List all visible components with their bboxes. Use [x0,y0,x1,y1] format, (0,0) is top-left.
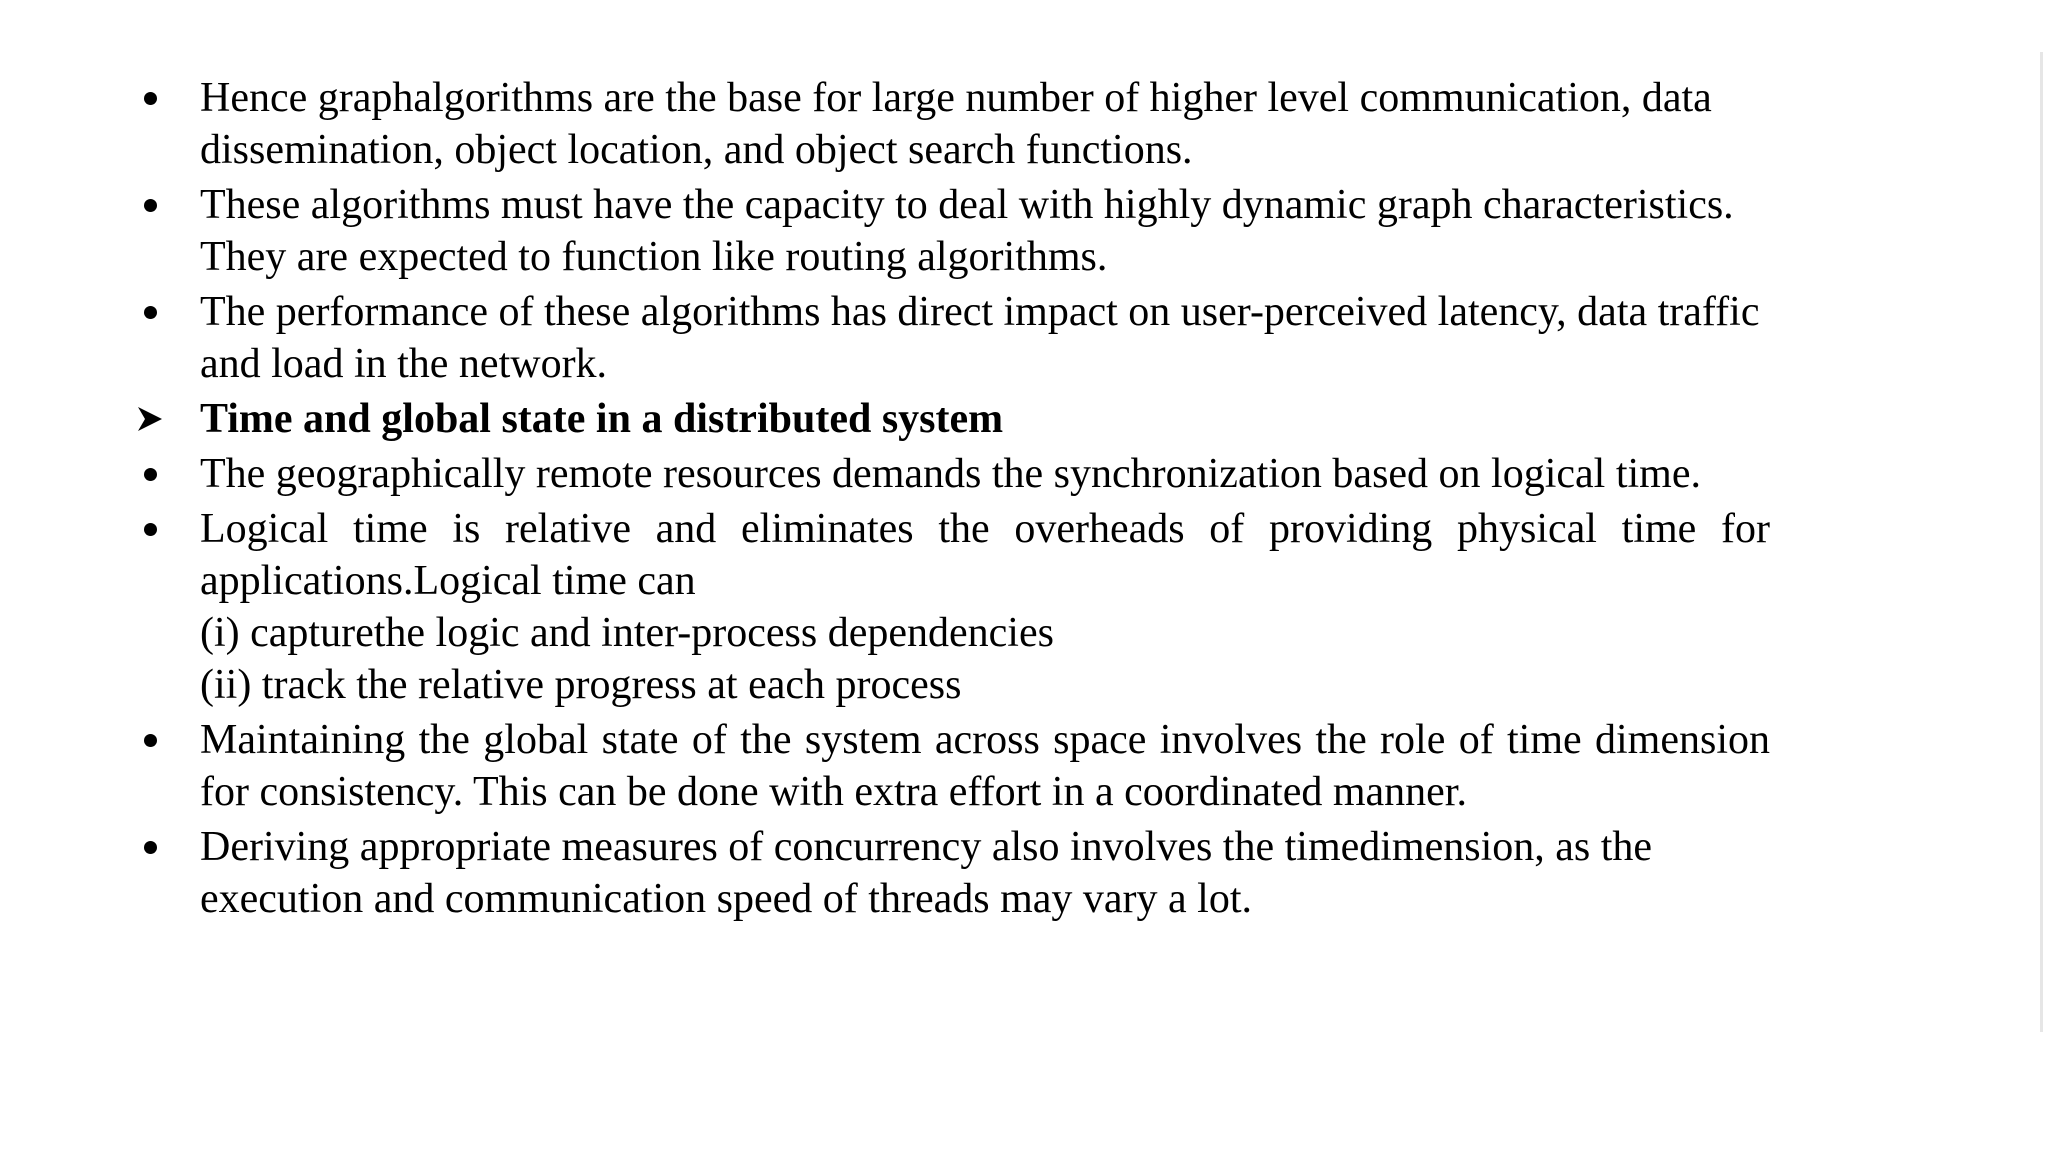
list-item-text: Hence graphalgorithms are the base for large number of higher level communication, data dissemination, object location, and object search functions. [200,75,1712,173]
list-item [130,179,1770,283]
list-item-subline: (i) capturethe logic and inter-process dependencies [200,610,1054,656]
bullet-icon [130,286,170,338]
bullet-icon [130,714,170,766]
bullet-list [130,72,1770,925]
list-item [130,821,1770,925]
list-item-text: The performance of these algorithms has direct impact on user-perceived latency, data traffic and load in the network. [200,289,1760,387]
bullet-icon [130,72,170,124]
bullet-icon [130,821,170,873]
list-item-text: Logical time is relative and eliminates the overheads of providing physical time for applications.Logical time can [200,506,1770,604]
list-item [130,286,1770,390]
list-item-subline: (ii) track the relative progress at each process [200,662,962,708]
section-heading-text: Time and global state in a distributed system [200,396,1004,442]
bullet-icon [130,503,170,555]
bullet-icon [130,179,170,231]
bullet-icon [130,448,170,500]
list-item-text: These algorithms must have the capacity to deal with highly dynamic graph characteristics. They are expected to function like routing algorithms. [200,182,1734,280]
list-item [130,503,1770,711]
list-item-text: Maintaining the global state of the system across space involves the role of time dimension for consistency. This can be done with extra effort in a coordinated manner. [200,717,1770,815]
list-item [130,72,1770,176]
list-item-text: The geographically remote resources demands the synchronization based on logical time. [200,451,1701,497]
list-item [130,448,1770,500]
list-item [130,714,1770,818]
section-heading [130,393,1770,445]
page-edge-divider [2040,52,2043,1032]
arrow-bullet-icon [130,393,170,445]
list-item-text: Deriving appropriate measures of concurrency also involves the timedimension, as the execution and communication speed of threads may vary a lot. [200,824,1653,922]
